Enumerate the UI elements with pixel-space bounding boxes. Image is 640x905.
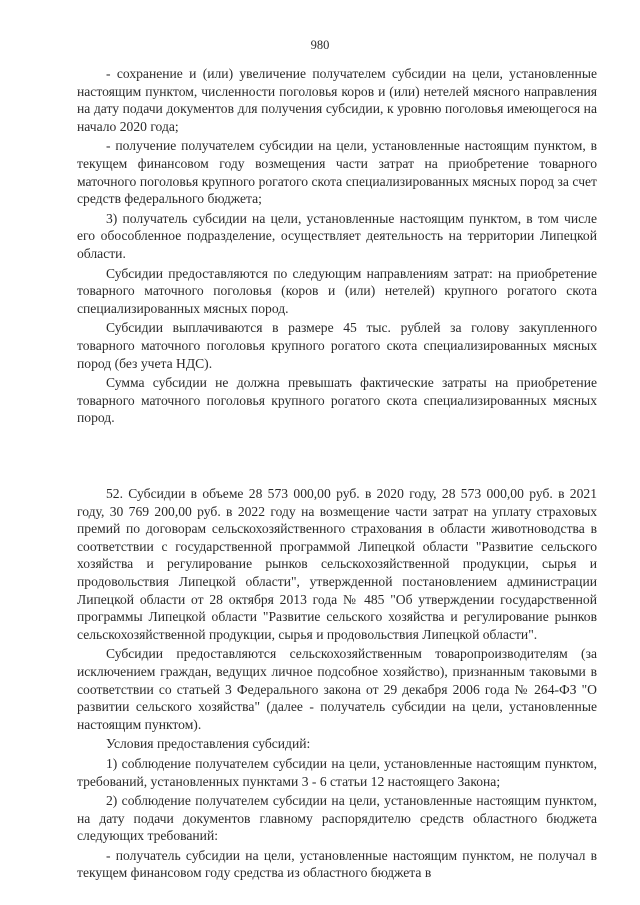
paragraph: Субсидии предоставляются сельскохозяйственным товаропроизводителям (за исключением граждан, ведущих личное подсобное хозяйство), признанным таковыми в соответствии со статьей 3 Федерального закона от 29 декабря 2006 года № 264-ФЗ "О развитии сельского хозяйства" (далее - получатель субсидии на цели, установленные настоящим пунктом).	[77, 646, 597, 732]
text-block-conditions	[77, 65, 597, 429]
paragraph: - сохранение и (или) увеличение получателем субсидии на цели, установленные настоящим пунктом, численности поголовья коров и (или) нетелей мясного направления на дату подачи документов для получения субсидии, к уровню поголовья имеющегося на начало 2020 года;	[77, 66, 597, 134]
paragraph: Сумма субсидии не должна превышать фактические затраты на приобретение товарного маточного поголовья крупного рогатого скота специализированных мясных пород.	[77, 375, 597, 426]
paragraph: 3) получатель субсидии на цели, установленные настоящим пунктом, в том числе его обособленное подразделение, осуществляет деятельность на территории Липецкой области.	[77, 210, 597, 261]
paragraph-item-52: 52. Субсидии в объеме 28 573 000,00 руб. в 2020 году, 28 573 000,00 руб. в 2021 году, 30 769 200,00 руб. в 2022 году на возмещение части затрат на уплату страховых премий по договорам сельскохозяйственного страхования в области животноводства в соответствии с государственной программой Липецкой области "Развитие сельского хозяйства и регулирование рынков сельскохозяйственной продукции, сырья и продовольствия Липецкой области", утвержденной постановлением администрации Липецкой области от 28 октября 2013 года № 485 "Об утверждении государственной программы Липецкой области "Развитие сельского хозяйства и регулирование рынков сельскохозяйственной продукции, сырья и продовольствия Липецкой области".	[77, 486, 597, 642]
paragraph: 2) соблюдение получателем субсидии на цели, установленные настоящим пунктом, на дату подачи документов главному распорядителю средств областного бюджета следующих требований:	[77, 793, 597, 844]
paragraph: Субсидии предоставляются по следующим направлениям затрат: на приобретение товарного маточного поголовья (коров и (или) нетелей) крупного рогатого скота специализированных мясных пород.	[77, 265, 597, 316]
paragraph: - получатель субсидии на цели, установленные настоящим пунктом, не получал в текущем финансовом году средства из областного бюджета в	[77, 847, 597, 881]
paragraph: 1) соблюдение получателем субсидии на цели, установленные настоящим пунктом, требований, установленных пунктами 3 - 6 статьи 12 настоящего Закона;	[77, 755, 597, 789]
page-number: 980	[310, 38, 330, 52]
paragraph: - получение получателем субсидии на цели, установленные настоящим пунктом, в текущем финансовом году возмещения части затрат на приобретение товарного маточного поголовья крупного рогатого скота специализированных мясных пород за счет средств федерального бюджета;	[77, 138, 597, 207]
text-block-item-52	[77, 485, 597, 884]
paragraph: Субсидии выплачиваются в размере 45 тыс. рублей за голову закупленного товарного маточного поголовья крупного рогатого скота специализированных мясных пород (без учета НДС).	[77, 320, 597, 371]
paragraph: Условия предоставления субсидий:	[106, 736, 311, 752]
